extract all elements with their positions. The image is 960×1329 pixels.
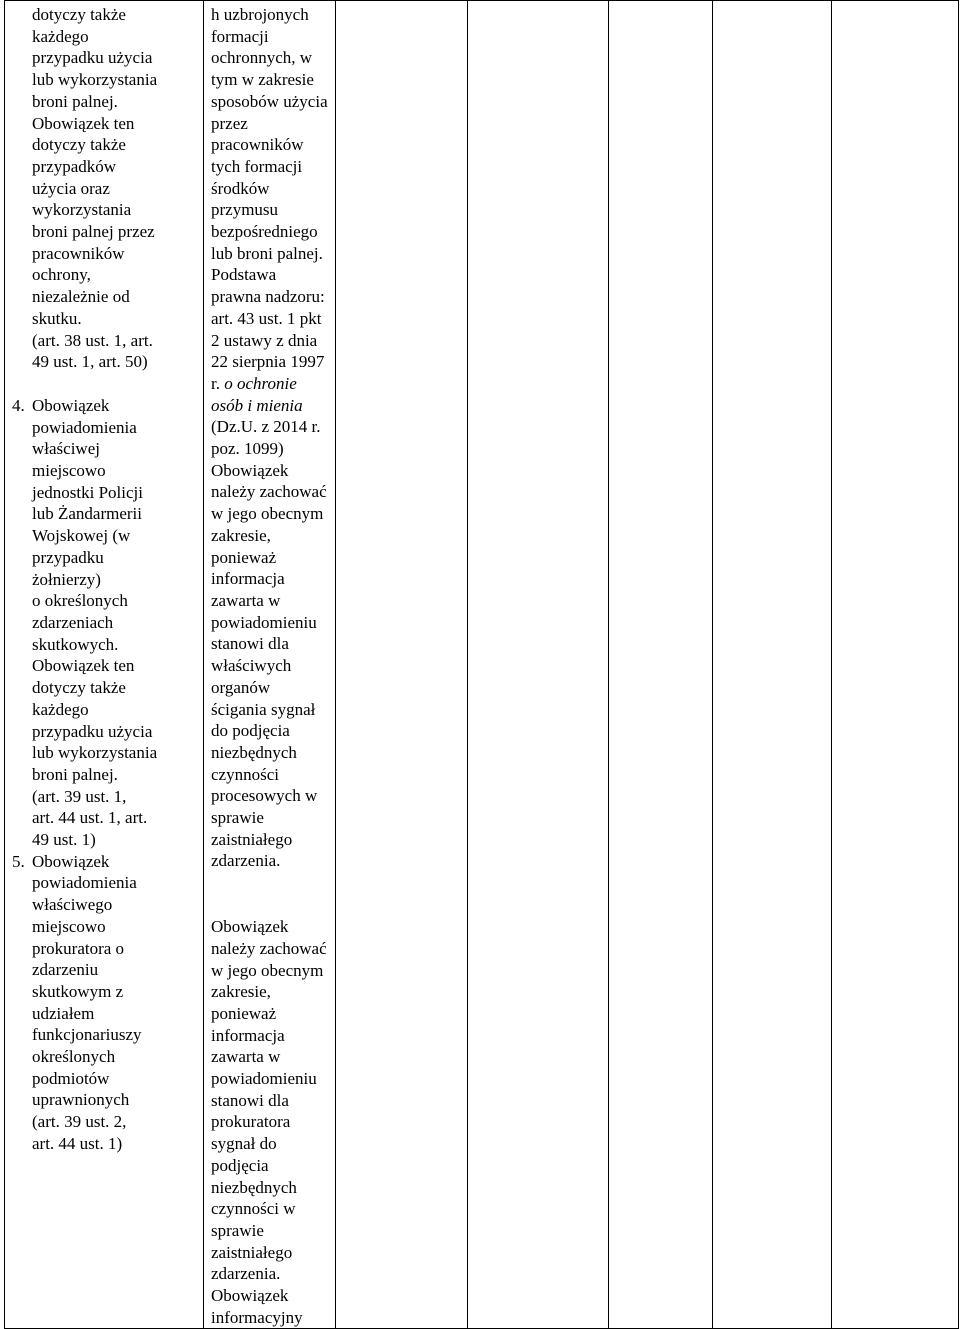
text-line: użycia oraz <box>32 178 110 198</box>
text-line: w jego obecnym <box>211 504 324 524</box>
text-line: powiadomienia <box>32 417 137 437</box>
text-line: zawarta w <box>211 590 281 610</box>
spacer <box>211 872 331 894</box>
text-line: art. 43 ust. 1 pkt <box>211 308 322 328</box>
text-line: przez <box>211 113 248 133</box>
text-line: przypadków <box>32 156 117 176</box>
empty-cell <box>468 1 609 1329</box>
text-line: Obowiązek ten <box>32 113 135 133</box>
text-line: Wojskowej (w <box>32 526 131 546</box>
text-line: 22 sierpnia 1997 <box>211 352 325 372</box>
obligation-5-justification <box>211 916 331 1328</box>
text-line: zdarzeniach <box>32 612 114 632</box>
text-line: sprawie <box>211 808 264 828</box>
text-line: zdarzenia. <box>211 851 281 871</box>
text-line: właściwego <box>32 895 113 915</box>
text-line: funkcjonariuszy <box>32 1025 142 1045</box>
text-line: dotyczy także <box>32 135 126 155</box>
text-line: czynności w <box>211 1199 296 1219</box>
text-line: środków <box>211 178 270 198</box>
text-line: miejscowo <box>32 461 106 481</box>
text-line: przypadku <box>32 547 104 567</box>
text-line: niezależnie od <box>32 287 130 307</box>
text-line: niezbędnych <box>211 1177 297 1197</box>
text-line: ponieważ <box>211 1003 277 1023</box>
text-line: art. 44 ust. 1) <box>32 1133 123 1153</box>
text-line: Obowiązek <box>211 1286 289 1306</box>
text-line: należy zachować <box>211 482 327 502</box>
text-line: bezpośredniego <box>211 222 318 242</box>
text-line: ponieważ <box>211 547 277 567</box>
text-line: tych formacji <box>211 156 303 176</box>
supervision-note <box>211 4 331 460</box>
text-line: o określonych <box>32 591 128 611</box>
text-line: przypadku użycia <box>32 721 153 741</box>
obligation-cell <box>5 1 204 1329</box>
text-line: stanowi dla <box>211 1090 289 1110</box>
text-line: w jego obecnym <box>211 960 324 980</box>
act-title-italic: osób i mienia <box>211 395 303 415</box>
text-line: (art. 39 ust. 2, <box>32 1112 127 1132</box>
justification-cell <box>204 1 336 1329</box>
text-line: ochrony, <box>32 265 91 285</box>
empty-cell <box>713 1 832 1329</box>
text-line: zaistniałego <box>211 829 293 849</box>
text-line: każdego <box>32 699 89 719</box>
text-line: (Dz.U. z 2014 r. <box>211 417 321 437</box>
text-line: pracowników <box>32 243 125 263</box>
text-line: zawarta w <box>211 1047 281 1067</box>
text-line: organów <box>211 677 271 697</box>
text-line: procesowych w <box>211 786 318 806</box>
text-line: sposobów użycia <box>211 91 328 111</box>
text-line: ochronnych, w <box>211 48 313 68</box>
text-line: lub wykorzystania <box>32 743 158 763</box>
table-row <box>5 1 959 1329</box>
text-line: czynności <box>211 764 279 784</box>
text-line: wykorzystania <box>32 200 132 220</box>
text-line: powiadomieniu <box>211 612 317 632</box>
text-line: do podjęcia <box>211 721 290 741</box>
text-line: art. 44 ust. 1, art. <box>32 808 148 828</box>
empty-cell <box>609 1 713 1329</box>
text-line: Podstawa <box>211 265 277 285</box>
obligation-5 <box>12 851 199 1155</box>
spacer <box>12 373 199 395</box>
text-line: pracowników <box>211 135 304 155</box>
text-line: zaistniałego <box>211 1242 293 1262</box>
text-fragment: r. <box>211 373 220 393</box>
text-line: broni palnej. <box>32 91 118 111</box>
text-line: dotyczy także <box>32 5 126 24</box>
text-line: poz. 1099) <box>211 439 284 459</box>
text-line: 49 ust. 1) <box>32 830 96 850</box>
text-line: tym w zakresie <box>211 70 314 90</box>
text-line: udziałem <box>32 1003 95 1023</box>
text-line: skutku. <box>32 308 82 328</box>
text-line: skutkowym z <box>32 981 124 1001</box>
text-line: podjęcia <box>211 1155 269 1175</box>
text-line: skutkowych. <box>32 634 119 654</box>
text-line: broni palnej. <box>32 764 118 784</box>
text-line: Obowiązek <box>32 851 110 871</box>
text-line: Obowiązek ten <box>32 656 135 676</box>
text-line: zakresie, <box>211 982 271 1002</box>
text-line: prokuratora o <box>32 938 125 958</box>
text-line: h uzbrojonych <box>211 5 309 24</box>
text-line: sprawie <box>211 1220 264 1240</box>
text-line: informacja <box>211 1025 285 1045</box>
text-line <box>211 373 331 395</box>
text-line: dotyczy także <box>32 678 126 698</box>
text-line: właściwej <box>32 439 100 459</box>
text-line: Obowiązek <box>32 395 110 415</box>
text-line: żołnierzy) <box>32 569 101 589</box>
text-line: określonych <box>32 1047 116 1067</box>
text-line: prokuratora <box>211 1112 291 1132</box>
spacer <box>211 894 331 916</box>
regulation-table <box>4 0 959 1329</box>
text-line: lub wykorzystania <box>32 70 158 90</box>
text-line: niezbędnych <box>211 742 297 762</box>
text-line: właściwych <box>211 656 292 676</box>
text-line: stanowi dla <box>211 634 289 654</box>
text-line: broni palnej przez <box>32 222 155 242</box>
text-line: uprawnionych <box>32 1090 130 1110</box>
text-line: ścigania sygnał <box>211 699 316 719</box>
text-line: należy zachować <box>211 938 327 958</box>
text-line: zdarzeniu <box>32 960 99 980</box>
item-number: 5. <box>12 851 25 871</box>
obligation-4 <box>12 395 199 851</box>
text-line: zakresie, <box>211 525 271 545</box>
text-line: informacyjny <box>211 1307 303 1327</box>
act-title-italic: o ochronie <box>224 373 297 393</box>
text-line: 2 ustawy z dnia <box>211 330 318 350</box>
text-line: przypadku użycia <box>32 48 153 68</box>
text-line: formacji <box>211 26 269 46</box>
text-line: lub Żandarmerii <box>32 504 142 524</box>
empty-cell <box>336 1 468 1329</box>
text-line: lub broni palnej. <box>211 243 323 263</box>
text-line: (art. 39 ust. 1, <box>32 786 127 806</box>
text-line: każdego <box>32 26 89 46</box>
text-line: Obowiązek <box>211 917 289 937</box>
text-line: informacja <box>211 569 285 589</box>
text-line: (art. 38 ust. 1, art. <box>32 330 153 350</box>
text-line: zdarzenia. <box>211 1264 281 1284</box>
obligation-4-justification <box>211 460 331 872</box>
text-line: przymusu <box>211 200 279 220</box>
obligation-3-continued <box>12 4 199 373</box>
item-number: 4. <box>12 395 25 415</box>
text-line: podmiotów <box>32 1068 110 1088</box>
empty-cell <box>832 1 959 1329</box>
text-line: Obowiązek <box>211 460 289 480</box>
text-line: powiadomieniu <box>211 1069 317 1089</box>
text-line: miejscowo <box>32 916 106 936</box>
text-line: powiadomienia <box>32 873 137 893</box>
text-line: sygnał do <box>211 1134 277 1154</box>
text-line: prawna nadzoru: <box>211 287 325 307</box>
text-line: jednostki Policji <box>32 482 143 502</box>
text-line: 49 ust. 1, art. 50) <box>32 352 148 372</box>
